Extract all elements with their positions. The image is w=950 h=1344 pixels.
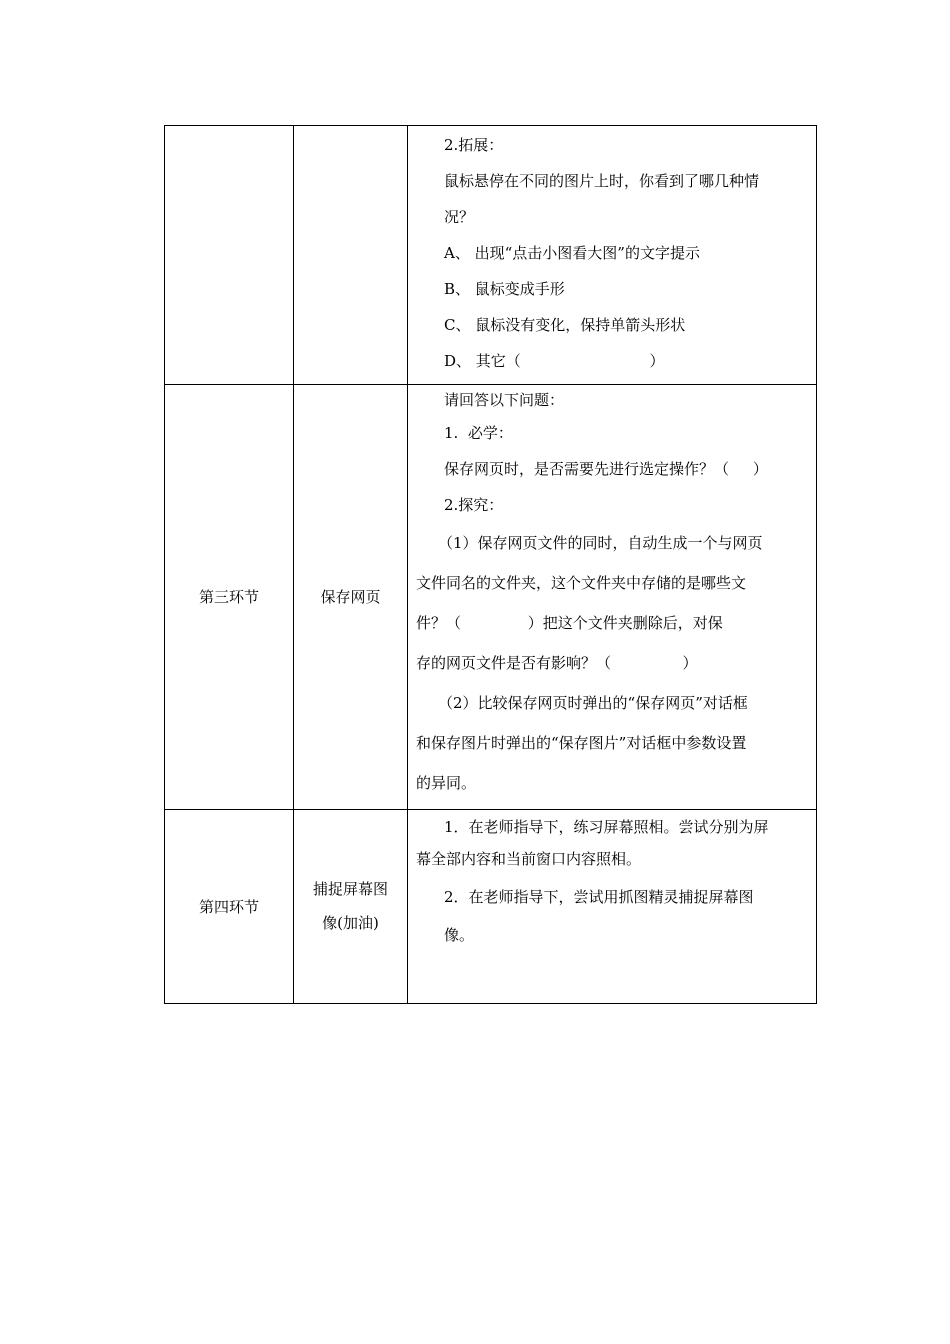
option-d: D、 其它（ ） <box>444 352 665 370</box>
activity-line: 和保存图片时弹出的“保存图片”对话框中参数设置 <box>416 734 747 752</box>
activity-cell <box>408 126 817 385</box>
topic-cell <box>294 810 408 1004</box>
option-b: B、 鼠标变成手形 <box>444 280 565 298</box>
activity-line: 保存网页时，是否需要先进行选定操作？（ ） <box>444 460 768 478</box>
activity-line: 2．在老师指导下，尝试用抓图精灵捕捉屏幕图 <box>444 888 754 906</box>
activity-line: 1．在老师指导下，练习屏幕照相。尝试分别为屏 <box>444 818 769 836</box>
activity-line: 存的网页文件是否有影响？（ ） <box>416 654 698 672</box>
topic-label: 捕捉屏幕图像(加油) <box>312 880 388 932</box>
stage-cell <box>165 126 294 385</box>
activity-cell <box>408 385 817 810</box>
activity-line: 的异同。 <box>416 774 477 792</box>
stage-label: 第三环节 <box>198 588 259 606</box>
stage-label: 第四环节 <box>198 897 259 916</box>
table-row <box>165 385 817 810</box>
stage-cell <box>165 385 294 810</box>
activity-line: 2.拓展： <box>444 136 504 154</box>
option-c: C、 鼠标没有变化，保持单箭头形状 <box>444 316 686 334</box>
activity-line: 件？（ ）把这个文件夹删除后，对保 <box>416 614 723 632</box>
table-row <box>165 126 817 385</box>
lesson-table <box>164 125 817 1004</box>
activity-line: 1. 必学： <box>444 424 513 442</box>
activity-line: 2.探究： <box>444 496 504 514</box>
activity-line: 况？ <box>444 208 475 226</box>
activity-line: 鼠标悬停在不同的图片上时，你看到了哪几种情 <box>444 172 760 190</box>
activity-line: 请回答以下问题： <box>444 391 565 409</box>
activity-line: （2）比较保存网页时弹出的“保存网页”对话框 <box>438 694 748 712</box>
stage-cell <box>165 810 294 1004</box>
activity-line: 文件同名的文件夹，这个文件夹中存储的是哪些文 <box>416 574 747 592</box>
topic-cell <box>294 385 408 810</box>
activity-line: 幕全部内容和当前窗口内容照相。 <box>416 850 642 868</box>
activity-line: （1）保存网页文件的同时，自动生成一个与网页 <box>438 534 763 552</box>
option-a: A、 出现“点击小图看大图”的文字提示 <box>444 244 700 262</box>
topic-label: 保存网页 <box>320 588 381 606</box>
topic-cell <box>294 126 408 385</box>
activity-cell <box>408 810 817 1004</box>
table-row <box>165 810 817 1004</box>
activity-line: 像。 <box>444 926 475 944</box>
